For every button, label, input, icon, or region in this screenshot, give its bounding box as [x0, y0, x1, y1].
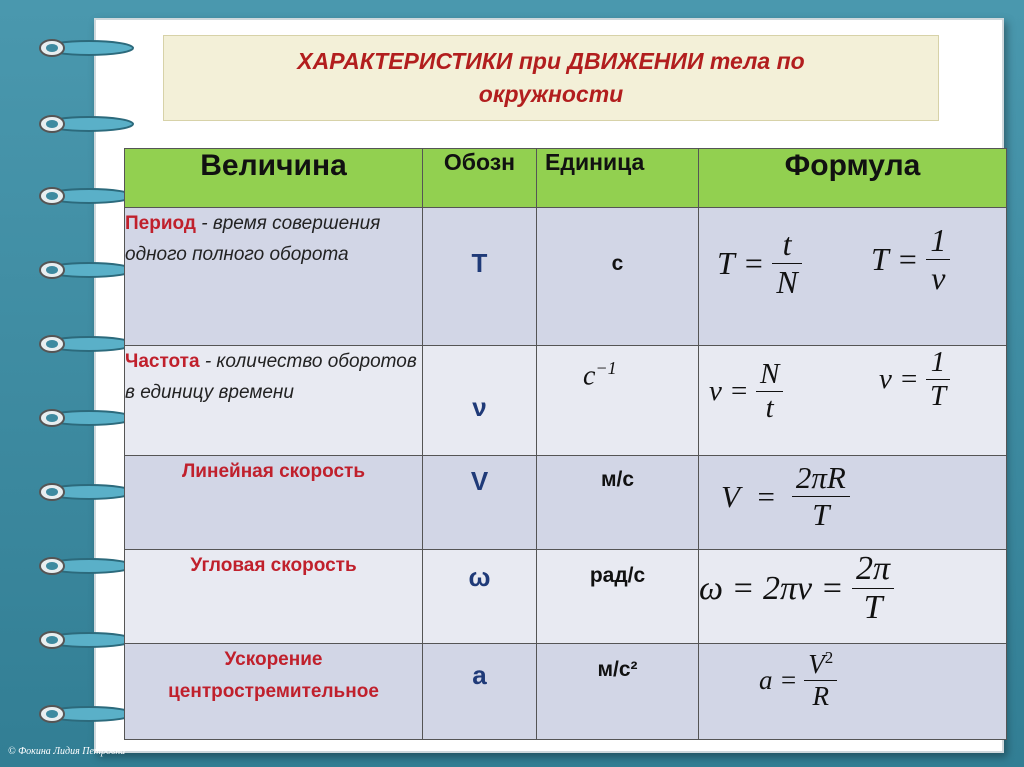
symbol-cell: V — [423, 456, 537, 550]
quantity-definition: - время совершения одного полного оборота — [125, 213, 381, 265]
symbol-cell: a — [423, 644, 537, 740]
unit-cell: м/с — [537, 456, 699, 550]
formula-fraction — [756, 358, 783, 425]
fraction-numerator: t — [782, 226, 792, 262]
formula-cell — [699, 644, 1007, 740]
spiral-ring-icon — [34, 556, 134, 576]
formula-fraction — [792, 460, 850, 533]
unit-exponent: −1 — [595, 358, 617, 378]
spiral-ring-icon — [34, 186, 134, 206]
fraction-denominator: N — [776, 264, 798, 300]
quantity-term: Период — [125, 213, 196, 234]
formula-fraction — [926, 346, 950, 413]
quantity-term: Частота — [125, 351, 200, 372]
formula-lhs: T — [717, 245, 735, 281]
table-row — [125, 644, 1007, 740]
spiral-ring-icon — [34, 114, 134, 134]
quantity-term: Ускорение центростремительное — [168, 649, 379, 702]
fraction-denominator: R — [812, 681, 829, 711]
header-quantity: Величина — [125, 149, 423, 208]
fraction-numerator: N — [759, 358, 780, 390]
characteristics-table — [124, 148, 1007, 740]
fraction-denominator: t — [765, 392, 774, 424]
fraction-denominator: T — [929, 380, 947, 412]
quantity-cell — [125, 346, 423, 456]
header-symbol: Обозн — [423, 149, 537, 208]
formula-cell — [699, 346, 1007, 456]
quantity-definition: - количество оборотов в единицу времени — [125, 351, 417, 403]
formula-cell — [699, 208, 1007, 346]
symbol-cell: T — [423, 208, 537, 346]
formula-fraction — [926, 222, 950, 297]
page-title: ХАРАКТЕРИСТИКИ при ДВИЖЕНИИ тела по окружности — [297, 48, 805, 107]
unit-cell: м/с² — [537, 644, 699, 740]
formula-period-2: T = $\frac{1}{\nu}$ — [871, 222, 950, 297]
table-row — [125, 456, 1007, 550]
fraction-denominator: T — [812, 497, 830, 532]
symbol-cell: ω — [423, 550, 537, 644]
table-row — [125, 346, 1007, 456]
formula-cell — [699, 456, 1007, 550]
formula-lhs: ω = 2πν — [699, 569, 813, 607]
table-row — [125, 208, 1007, 346]
unit-cell: с — [537, 208, 699, 346]
fraction-numerator: 2πR — [795, 460, 846, 495]
formula-lhs: ν — [709, 375, 722, 407]
formula-fraction — [804, 648, 837, 712]
spiral-ring-icon — [34, 630, 134, 650]
spiral-ring-icon — [34, 482, 134, 502]
formula-lhs: V — [721, 478, 740, 514]
table-header-row — [125, 149, 1007, 208]
header-unit: Единица — [537, 149, 699, 208]
quantity-cell — [125, 644, 423, 740]
table-row — [125, 550, 1007, 644]
fraction-numerator: 1 — [930, 346, 946, 378]
quantity-cell — [125, 456, 423, 550]
formula-lhs: a — [759, 664, 773, 695]
fraction-numerator: 2π — [856, 550, 891, 587]
formula-acceleration: a = $\frac{V^2}{R}$ — [759, 648, 837, 712]
copyright-footer: © Фокина Лидия Петровна — [8, 746, 126, 757]
formula-fraction — [852, 550, 894, 627]
fraction-denominator: T — [863, 589, 883, 626]
formula-frequency-1: ν = $\frac{N}{t}$ — [709, 358, 783, 425]
spiral-ring-icon — [34, 704, 134, 724]
fraction-denominator: ν — [931, 260, 946, 296]
formula-fraction — [772, 226, 801, 301]
fraction-numerator: 1 — [930, 222, 947, 258]
unit-cell — [537, 346, 699, 456]
formula-cell — [699, 550, 1007, 644]
formula-lhs: ν — [879, 363, 892, 395]
spiral-ring-icon — [34, 38, 134, 58]
quantity-term: Линейная скорость — [181, 461, 366, 482]
numerator-exponent: 2 — [824, 648, 834, 667]
quantity-cell — [125, 208, 423, 346]
fraction-numerator: V — [808, 649, 825, 679]
unit-cell: рад/с — [537, 550, 699, 644]
title-box — [163, 35, 939, 121]
formula-angular-speed: ω = 2πν = $\frac{2\pi}{T}$ — [699, 550, 894, 627]
formula-frequency-2: ν = $\frac{1}{T}$ — [879, 346, 950, 413]
formula-period-1: T = $\frac{t}{N}$ — [717, 226, 802, 301]
symbol-cell: ν — [423, 346, 537, 456]
header-formula: Формула — [699, 149, 1007, 208]
formula-lhs: T — [871, 241, 889, 277]
formula-linear-speed: V = $\frac{2\pi R}{T}$ — [721, 460, 850, 533]
quantity-cell — [125, 550, 423, 644]
spiral-ring-icon — [34, 334, 134, 354]
unit-base: c — [583, 360, 596, 392]
spiral-ring-icon — [34, 408, 134, 428]
spiral-ring-icon — [34, 260, 134, 280]
quantity-term: Угловая скорость — [190, 555, 357, 576]
